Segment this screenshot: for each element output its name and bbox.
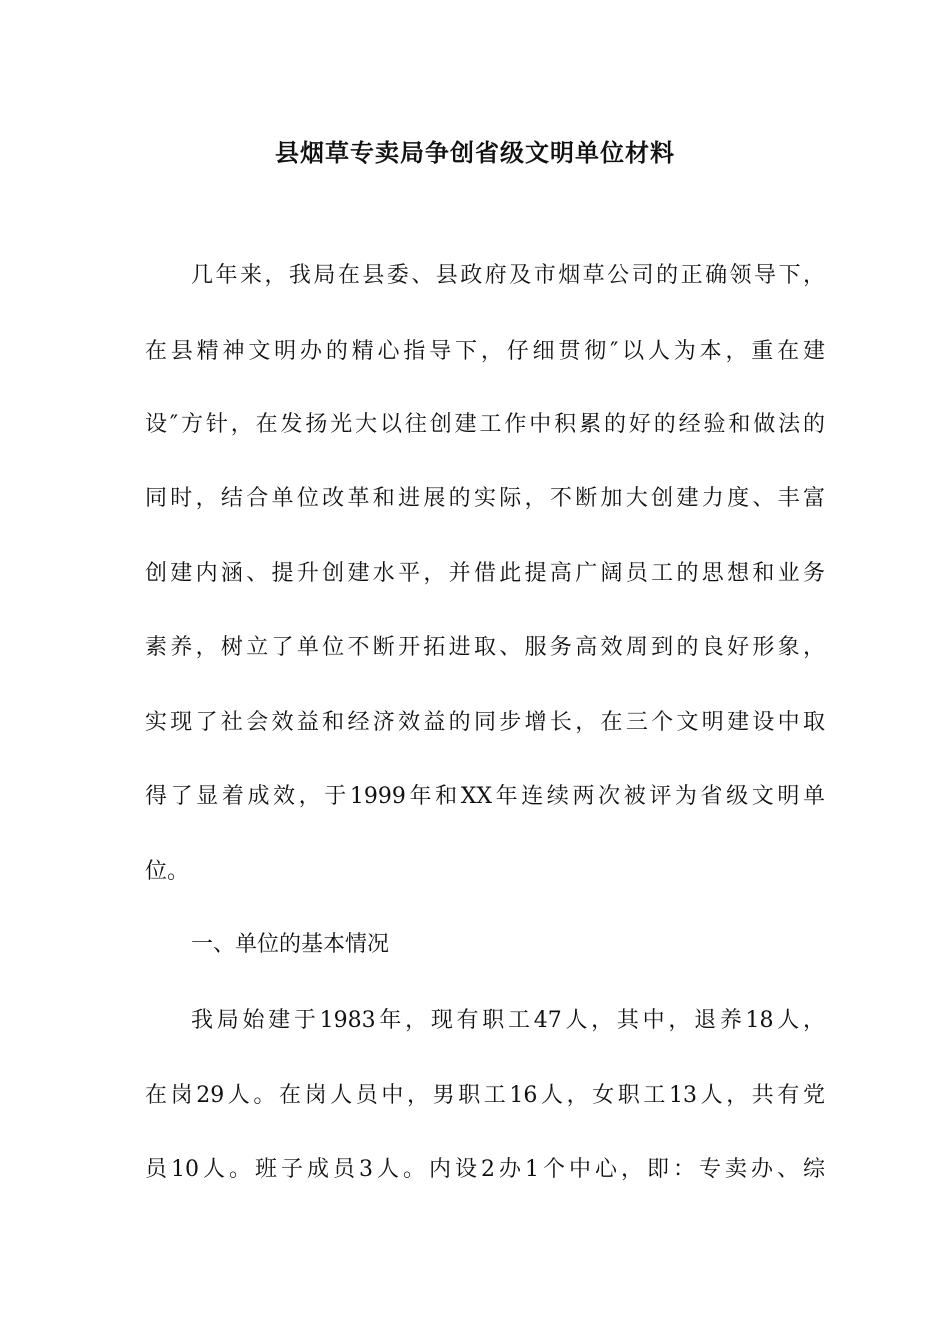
paragraph-line: 几年来，我局在县委、县政府及市烟草公司的正确领导下， <box>191 263 825 288</box>
paragraph-line: 创建内涵、提升创建水平，并借此提高广阔员工的思想和业务 <box>145 561 825 586</box>
section-heading: 一、单位的基本情况 <box>191 932 390 957</box>
paragraph-line: 位。 <box>145 859 190 884</box>
paragraph-line: 在岗29人。在岗人员中，男职工16人，女职工13人，共有党 <box>145 1083 825 1108</box>
paragraph-line: 设″方针，在发扬光大以往创建工作中积累的好的经验和做法的 <box>145 412 825 437</box>
paragraph-line: 得了显着成效，于1999年和XX年连续两次被评为省级文明单 <box>145 784 825 809</box>
document-title: 县烟草专卖局争创省级文明单位材料 <box>275 138 675 167</box>
paragraph-line: 实现了社会效益和经济效益的同步增长，在三个文明建设中取 <box>145 710 825 735</box>
paragraph-line: 同时，结合单位改革和进展的实际，不断加大创建力度、丰富 <box>145 486 825 511</box>
paragraph-line: 我局始建于1983年，现有职工47人，其中，退养18人， <box>191 1008 825 1033</box>
paragraph-line: 素养，树立了单位不断开拓进取、服务高效周到的良好形象， <box>145 635 825 660</box>
paragraph-line: 在县精神文明办的精心指导下，仔细贯彻″以人为本，重在建 <box>145 339 825 364</box>
paragraph-line: 员10人。班子成员3人。内设2办1个中心，即：专卖办、综 <box>145 1157 825 1182</box>
